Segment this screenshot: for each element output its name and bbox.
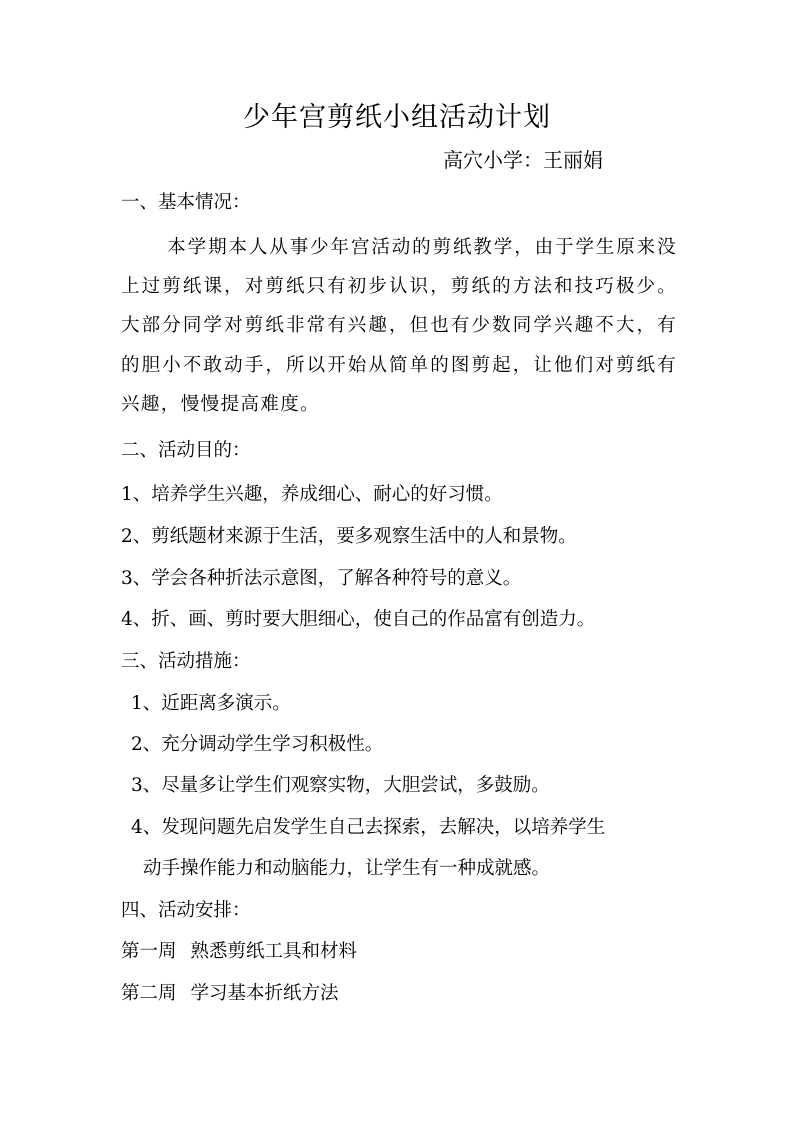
goal-item: 3、学会各种折法示意图，了解各种符号的意义。 [121,568,522,589]
measure-item: 2、充分调动学生学习积极性。 [131,734,384,755]
section-heading-activity-goals: 二、活动目的： [121,440,251,461]
measure-item: 3、尽量多让学生们观察实物，大胆尝试，多鼓励。 [131,775,550,796]
document-title: 少年宫剪纸小组活动计划 [243,102,551,133]
measure-item: 4、发现问题先启发学生自己去探索，去解决，以培养学生 [131,817,606,838]
section-heading-basic-situation: 一、基本情况： [121,192,251,213]
schedule-task: 学习基本折纸方法 [190,983,339,1004]
measure-item: 1、近距离多演示。 [131,693,291,714]
goal-item: 4、折、画、剪时要大胆细心，使自己的作品富有创造力。 [121,609,596,630]
schedule-row [121,980,339,1008]
schedule-row [121,938,357,966]
schedule-week: 第一周 [121,941,177,962]
section-heading-activity-measures: 三、活动措施： [121,651,251,672]
schedule-week: 第二周 [121,983,177,1004]
basic-situation-paragraph: 本学期本人从事少年宫活动的剪纸教学，由于学生原来没上过剪纸课，对剪纸只有初步认识，剪纸的方法和技巧极少。大部分同学对剪纸非常有兴趣，但也有少数同学兴趣不大，有的胆小不敢动手，所以开始从简单的图剪起，让他们对剪纸有兴趣，慢慢提高难度。 [121,237,677,415]
goal-item: 2、剪纸题材来源于生活，要多观察生活中的人和景物。 [121,526,577,547]
schedule-task: 熟悉剪纸工具和材料 [190,941,358,962]
section-heading-activity-schedule: 四、活动安排： [121,900,251,921]
goal-item: 1、培养学生兴趣，养成细心、耐心的好习惯。 [121,484,503,505]
measure-item-continuation: 动手操作能力和动脑能力，让学生有一种成就感。 [143,858,551,879]
author-line: 高穴小学：王丽娟 [443,148,603,172]
